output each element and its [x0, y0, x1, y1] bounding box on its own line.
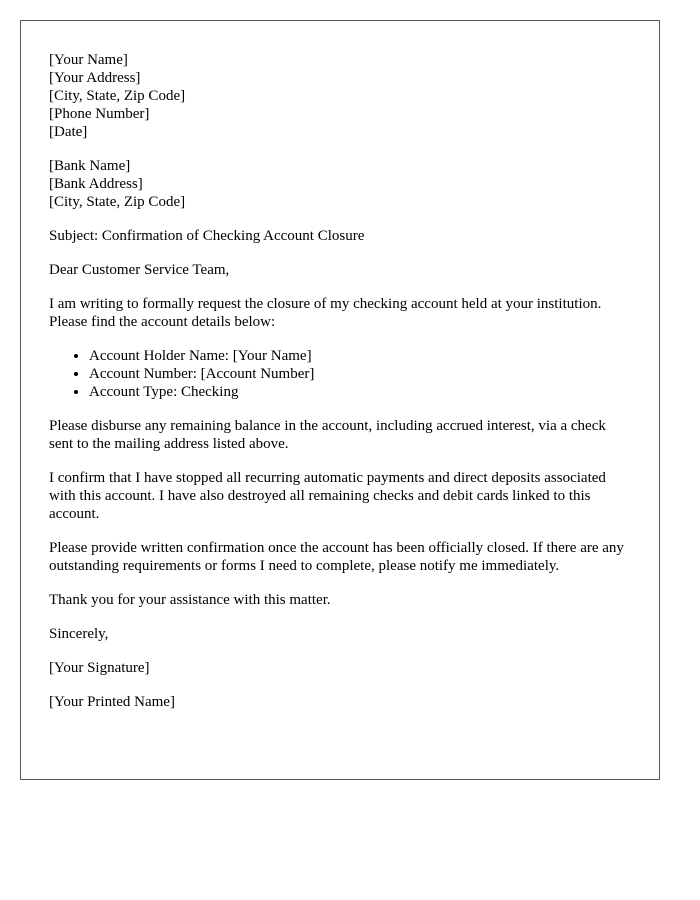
intro-paragraph: I am writing to formally request the closure of my checking account held at your institution. Please find the account details below: [49, 296, 602, 330]
sender-city-state-zip: [City, State, Zip Code] [49, 88, 186, 104]
closing: Sincerely, [49, 626, 109, 642]
printed-name: [Your Printed Name] [49, 694, 175, 710]
salutation: Dear Customer Service Team, [49, 262, 230, 278]
sender-block [49, 51, 631, 141]
bank-name: [Bank Name] [49, 158, 131, 174]
sender-address: [Your Address] [49, 70, 141, 86]
list-item: • Account Number: [Account Number] [89, 365, 631, 383]
bank-address: [Bank Address] [49, 176, 143, 192]
list-item: • Account Type: Checking [89, 383, 631, 401]
letter-page [20, 20, 660, 780]
sender-name: [Your Name] [49, 52, 128, 68]
list-item: • Account Holder Name: [Your Name] [89, 347, 631, 365]
payments-stopped-paragraph: I confirm that I have stopped all recurring automatic payments and direct deposits associated with this account. I have also destroyed all remaining checks and debit cards linked to this account. [49, 470, 606, 522]
disbursement-paragraph: Please disburse any remaining balance in the account, including accrued interest, via a check sent to the mailing address listed above. [49, 418, 606, 452]
bank-city-state-zip: [City, State, Zip Code] [49, 194, 186, 210]
recipient-block [49, 157, 631, 211]
subject-line: Subject: Confirmation of Checking Account Closure [49, 228, 365, 244]
account-details-list [49, 347, 631, 401]
letter-date: [Date] [49, 124, 88, 140]
thank-you-paragraph: Thank you for your assistance with this matter. [49, 592, 331, 608]
signature-line: [Your Signature] [49, 660, 150, 676]
confirmation-request-paragraph: Please provide written confirmation once the account has been officially closed. If there are any outstanding requirements or forms I need to complete, please notify me immediately. [49, 540, 624, 574]
sender-phone: [Phone Number] [49, 106, 150, 122]
